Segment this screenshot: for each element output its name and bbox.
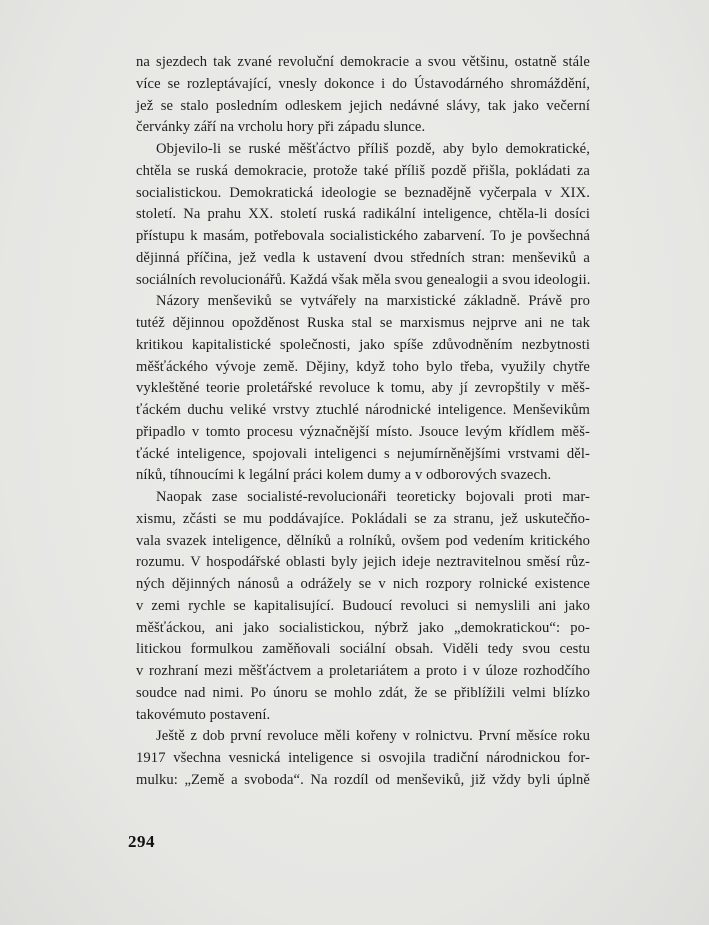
text-line: Ještě z dob první revoluce měli kořeny v rolnictvu. První měsíce roku	[156, 728, 590, 745]
paragraph	[136, 139, 590, 291]
text-line: ťácké inteligence, spojovali inteligenci s nejumírněnějšími vrstvami děl-	[136, 445, 590, 462]
text-line: měšťáckého vývoje země. Dějiny, když toho bylo třeba, využily chytře	[136, 358, 590, 375]
text-line: v rozhraní mezi měšťáctvem a proletariátem a proto i v úloze rozhodčího	[136, 663, 590, 679]
paragraph	[136, 291, 590, 487]
text-line: mulku: „Země a svoboda“. Na rozdíl od menševiků, již vždy byli úplně	[136, 771, 590, 788]
body-text	[136, 52, 590, 792]
text-line: ťáckém duchu veliké vrstvy ztuchlé národnické inteligence. Menševikům	[136, 402, 590, 418]
text-line: níků, tíhnoucími k legální práci kolem dumy a v odborových svazech.	[136, 467, 552, 484]
text-line: červánky září na vrcholu hory při západu slunce.	[136, 119, 426, 136]
paragraph	[136, 726, 590, 791]
paragraph	[136, 52, 590, 139]
text-line: Objevilo-li se ruské měšťáctvo příliš pozdě, aby bylo demokratické,	[156, 141, 590, 157]
text-line: litickou formulkou zaměňovali sociální obsah. Viděli tedy svou cestu	[136, 641, 590, 658]
page-number: 294	[128, 832, 155, 851]
text-line: více se rozleptávající, vnesly dokonce i do Ústavodárného shromáždění,	[136, 75, 590, 92]
text-line: kritikou kapitalistické společnosti, jako spíše zdůvodněním nezbytnosti	[136, 336, 590, 353]
text-line: sociálních revolucionářů. Každá však měla svou genealogii a svou ideologii.	[136, 271, 591, 288]
text-line: tutéž dějinnou opožděnost Ruska stal se marxismus nejprve ani ne tak	[136, 315, 590, 331]
text-line: rozumu. V hospodářské oblasti byly jejich ideje neztravitelnou směsí růz-	[136, 554, 590, 571]
text-line: přístupu k masám, potřebovala socialistického zabarvení. To je povšechná	[136, 228, 590, 244]
text-line: takovémuto postavení.	[136, 706, 271, 723]
text-line: 1917 všechna vesnická inteligence si osvojila tradiční národnickou for-	[136, 750, 590, 766]
text-line: na sjezdech tak zvané revoluční demokracie a svou většinu, ostatně stále	[136, 54, 590, 70]
text-line: připadlo v tomto procesu význačnější místo. Jsouce levým křídlem měš-	[136, 423, 590, 440]
text-line: vykleštěné teorie proletářské revoluce k tomu, aby jí zevropštily v měš-	[136, 380, 590, 397]
text-line: měšťáckou, ani jako socialistickou, nýbrž jako „demokratickou“: po-	[136, 619, 590, 636]
text-line: Naopak zase socialisté-revolucionáři teoreticky bojovali proti mar-	[156, 489, 590, 505]
text-line: Názory menševiků se vytvářely na marxistické základně. Právě pro	[156, 293, 590, 310]
text-line: dějinná příčina, jež vedla k ustavení dvou středních stran: menševiků a	[136, 249, 590, 266]
paragraph	[136, 487, 590, 726]
text-line: chtěla se ruská demokracie, protože také příliš pozdě přišla, pokládati za	[136, 162, 590, 179]
text-line: jež se stalo posledním odleskem jejich nedávné slávy, tak jako večerní	[136, 97, 590, 114]
text-line: v zemi rychle se kapitalisující. Budoucí revoluci si nemyslili ani jako	[136, 597, 590, 614]
text-line: socialistickou. Demokratická ideologie se beznadějně vyčerpala v XIX.	[136, 184, 590, 201]
text-line: ných dějinných nánosů a odrážely se v nich rozpory rolnické existence	[136, 576, 590, 592]
text-line: století. Na prahu XX. století ruská radikální inteligence, chtěla-li dosíci	[136, 206, 590, 223]
text-line: xismu, zčásti se mu poddávajíce. Pokládali se za stranu, jež uskutečňo-	[136, 510, 590, 527]
text-line: soudce nad nimi. Po únoru se mohlo zdát, že se přiblížili velmi blízko	[136, 684, 590, 701]
text-line: vala svazek inteligence, dělníků a rolníků, ovšem pod vedením kritického	[136, 532, 590, 549]
